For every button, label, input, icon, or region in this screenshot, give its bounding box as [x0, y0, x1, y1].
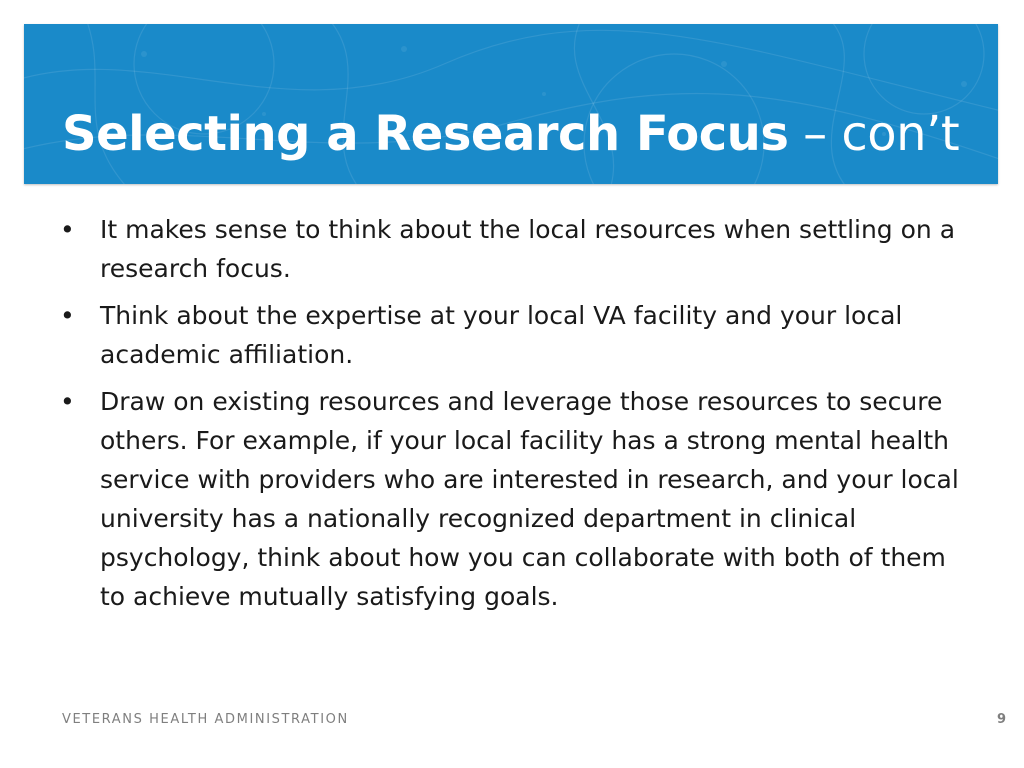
slide-title-suffix: – con’t — [788, 106, 960, 162]
bullet-marker: • — [60, 387, 75, 416]
bullet-marker: • — [60, 301, 75, 330]
bullet-item — [60, 296, 960, 374]
bullet-text: Draw on existing resources and leverage those resources to secure others. For example, if your local facility has a strong mental health service with providers who are interested in research, and your local university has a nationally recognized department in clinical psychology, think about how you can collaborate with both of them to achieve mutually satisfying goals. — [100, 387, 959, 611]
bullet-text: It makes sense to think about the local resources when settling on a research focus. — [100, 215, 956, 283]
slide-title-bold: Selecting a Research Focus — [62, 106, 789, 162]
page-number: 9 — [996, 712, 1006, 727]
footer-organization: VETERANS HEALTH ADMINISTRATION — [62, 712, 349, 727]
bullet-list — [60, 210, 960, 624]
bullet-marker: • — [60, 215, 75, 244]
bullet-item — [60, 210, 960, 288]
bullet-text: Think about the expertise at your local VA facility and your local academic affiliation. — [100, 301, 903, 369]
slide-title — [62, 104, 959, 164]
bullet-item — [60, 382, 960, 616]
